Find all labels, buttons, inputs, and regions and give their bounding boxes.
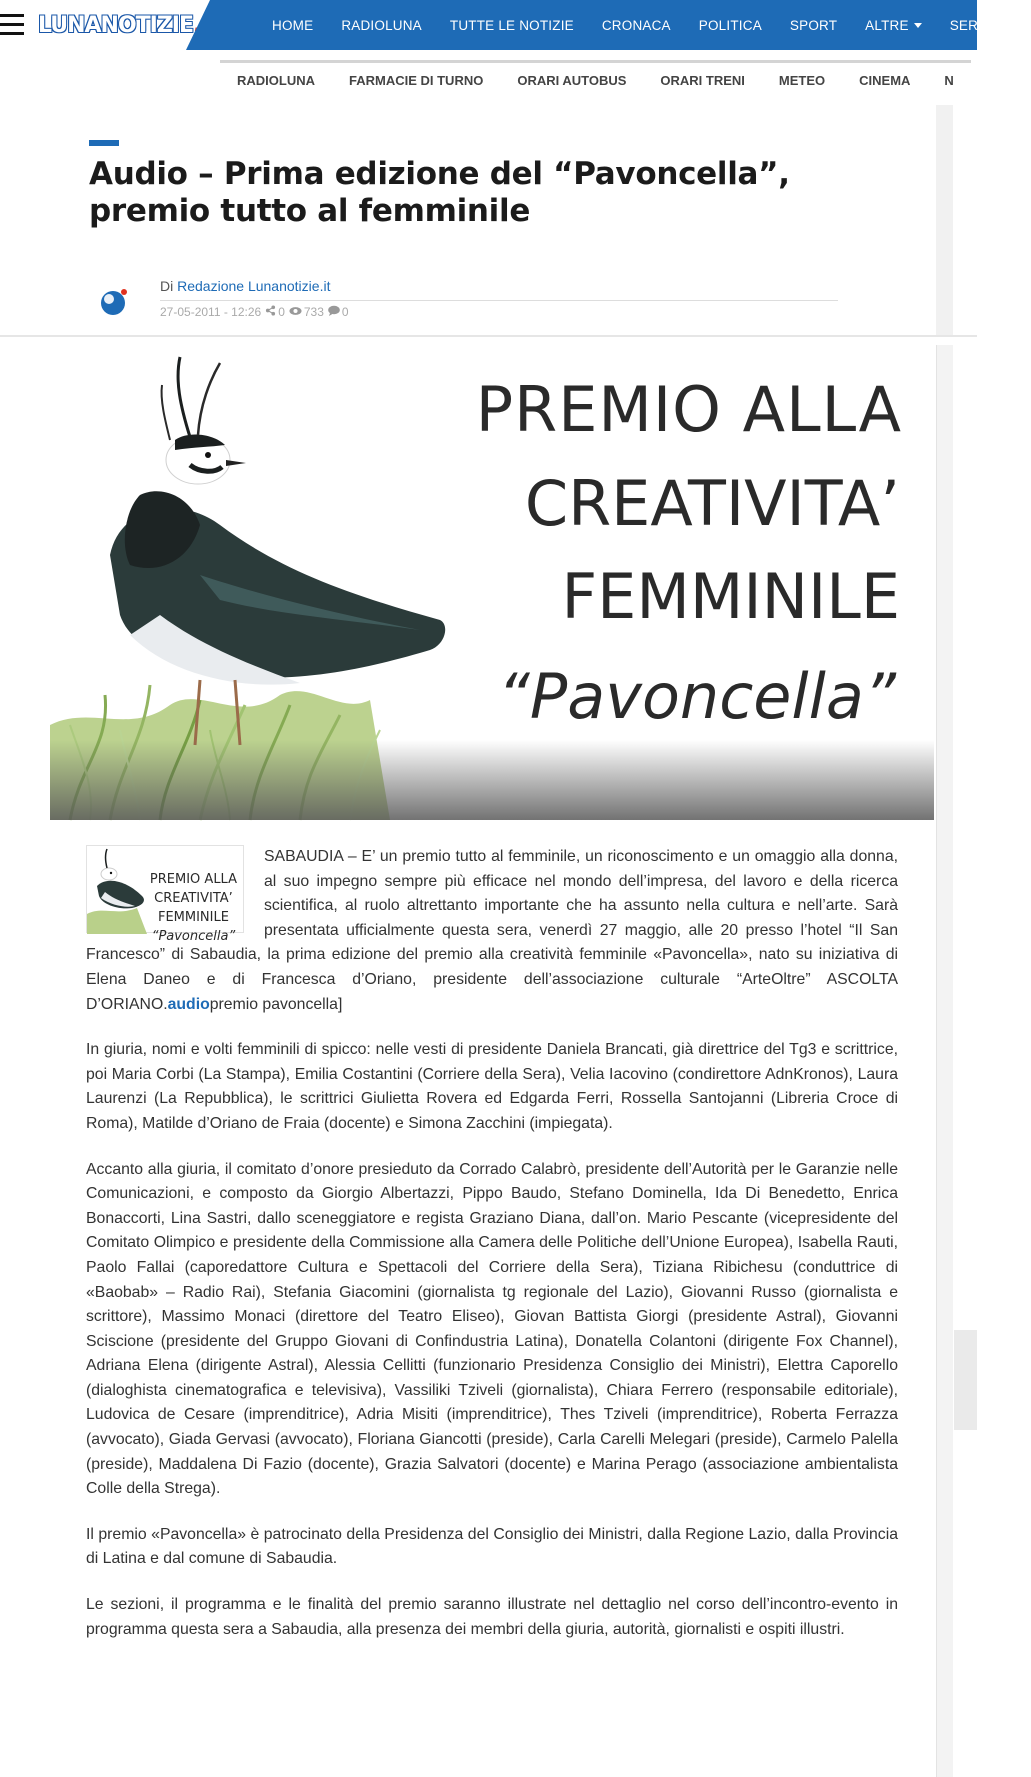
logo-wordmark: LUNANOTIZIE <box>38 12 194 38</box>
hero-gradient-overlay <box>50 740 934 820</box>
paragraph-3: Accanto alla giuria, il comitato d’onore presieduto da Corrado Calabrò, presidente dell’Autorità per le Garanzie nelle Comunicazioni, e composto da Giorgio Albertazzi, Pippo Baudo, Stefano Dominella, Ida Di Benedetto, Enrica Bonaccorti, Lina Sastri, dallo sceneggiatore e regista Graziano Diana, dall’on. Mario Pescante (vicepresidente del Comitato Olimpico e presidente della Commissione alla Camera delle Politiche dell’Unione Europea), Isabella Rauti, Paolo Fallai (caporedattore Cultura e Spettacoli del Corriere della Sera), Tiziana Ribichesu (conduttrice di «Baobab» – Radio Rai), Stefania Giacomini (giornalista tg regionale del Lazio), Giovanni Russo (giornalista e scrittore), Massimo Monaci (direttore del Teatro Eliseo), Giovan Battista Giorgi (presidente Astral), Giovanni Sciscione (presidente del Gruppo Giovani di Confindustria Latina), Donatella Colantoni (dirigente Fox Channel), Adriana Elena (dirigente Astral), Alessia Cellitti (funzionario Presidenza Consiglio dei Ministri), Elettra Caporello (dialoghista cinematografica e televisiva), Vassiliki Tziveli (giornalista), Chiara Ferrero (responsabile editoriale), Ludovica de Cesare (imprenditrice), Adria Misiti (imprenditrice), Thes Tziveli (imprenditrice), Roberta Ferrazza (avvocato), Giada Gervasi (avvocato), Floriana Giancotti (preside), Carla Carelli Melegari (preside), Carmelo Palella (preside), Maddalena Di Fazio (docente), Grazia Salvatori (docente) e Marina Perago (associazione ambientalista Colle della Strega). <box>86 1160 898 1498</box>
hamburger-menu-icon[interactable] <box>0 14 24 36</box>
subnav-more[interactable]: N <box>927 60 970 88</box>
comments-icon[interactable] <box>328 305 340 319</box>
paragraph-2: In giuria, nomi e volti femminili di spicco: nelle vesti di presidente Daniela Brancati, già direttrice del Tg3 e scrittrice, poi Maria Corbi (La Stampa), Emilia Costantini (Corriere della Sera), Velia Iacovino (condirettore AdnKronos), Laura Laurenzi (La Repubblica), le scrittrici Giulietta Rovera ed Edgarda Ferri, Rossella Santojanni (Libreria Croce di Roma), Matilde d’Oriano de Fraia (docente) e Simona Zacchini (impiegata). <box>86 1041 898 1132</box>
nav-radioluna[interactable]: RADIOLUNA <box>341 17 422 33</box>
byline <box>160 278 838 294</box>
hero-title-line4: “Pavoncella” <box>497 660 896 733</box>
nav-politica[interactable]: POLITICA <box>698 17 762 33</box>
main-nav <box>272 0 1031 50</box>
views-count: 733 <box>303 305 324 319</box>
share-count: 0 <box>278 305 285 319</box>
header-divider <box>0 335 977 337</box>
author-avatar <box>100 288 128 316</box>
nav-sport[interactable]: SPORT <box>789 17 838 33</box>
thumb-line2: CREATIVITA’ <box>154 891 233 906</box>
thumb-line4: “Pavoncella” <box>151 929 236 944</box>
title-accent-bar <box>89 140 119 146</box>
article-thumbnail[interactable] <box>86 845 244 944</box>
hero-title-line1: PREMIO ALLA <box>475 373 902 446</box>
hero-title-line3: FEMMINILE <box>561 560 900 633</box>
subnav-meteo[interactable]: METEO <box>762 60 842 88</box>
share-icon[interactable] <box>265 305 276 319</box>
nav-tutte-le-notizie[interactable]: TUTTE LE NOTIZIE <box>449 17 574 33</box>
thumbnail-caption <box>150 870 237 946</box>
sub-nav <box>220 60 971 88</box>
top-header <box>0 0 1004 50</box>
author-link[interactable]: Redazione Lunanotizie.it <box>177 278 331 294</box>
byline-prefix: Di <box>160 278 174 294</box>
sidebar-edge <box>936 105 953 335</box>
article-date: 27-05-2011 - 12:26 <box>160 305 262 319</box>
paragraph-1-text: SABAUDIA – E’ un premio tutto al femminile, un riconoscimento e un omaggio alla donna, al suo impegno sempre più efficace nel mondo dell’impresa, del lavoro e della ricerca scientifica, al ruolo altrettanto importante che ha assunto nella cultura e nell’arte. Sarà presentata ufficialmente questa sera, venerdì 27 maggio, alle 20 presso l’hotel “Il San Francesco” di Sabaudia, la prima edizione del premio alla creatività femminile «Pavoncella», nato su iniziativa di Elena Daneo e di Francesca d’Oriano, presidente dell’associazione culturale “ArteOltre” ASCOLTA D’ORIANO. <box>86 848 898 1013</box>
right-sidebar-tab <box>954 1330 977 1430</box>
right-sidebar-edge <box>936 345 953 1777</box>
paragraph-1-tail: premio pavoncella] <box>209 995 343 1013</box>
audio-link[interactable]: audio <box>167 995 210 1013</box>
subnav-orari-treni[interactable]: ORARI TRENI <box>643 60 762 88</box>
article-meta <box>160 305 349 319</box>
subnav-orari-autobus[interactable]: ORARI AUTOBUS <box>500 60 643 88</box>
nav-servizi[interactable]: SERVIZI <box>949 17 1004 33</box>
thumbnail-bird-icon <box>87 846 157 934</box>
nav-cronaca[interactable]: CRONACA <box>601 17 671 33</box>
hero-title-line2: CREATIVITA’ <box>524 467 900 540</box>
byline-divider <box>160 300 838 301</box>
caret-down-icon <box>914 23 922 28</box>
hero-image <box>50 345 934 820</box>
nav-home[interactable]: HOME <box>272 17 314 33</box>
views-eye-icon <box>289 306 302 319</box>
subnav-radioluna[interactable]: RADIOLUNA <box>220 60 332 88</box>
subnav-cinema[interactable]: CINEMA <box>842 60 927 88</box>
thumb-line1: PREMIO ALLA <box>149 872 237 887</box>
article-title: Audio – Prima edizione del “Pavoncella”, premio tutto al femminile <box>89 156 790 229</box>
nav-altre-label: ALTRE <box>865 17 909 33</box>
paragraph-4: Il premio «Pavoncella» è patrocinato della Presidenza del Consiglio dei Ministri, dalla Regione Lazio, dalla Provincia di Latina e dal comune di Sabaudia. <box>86 1525 898 1568</box>
paragraph-5: Le sezioni, il programma e le finalità del premio saranno illustrate nel dettaglio nel corso dell’incontro-evento in programma questa sera a Sabaudia, alla presenza dei membri della giuria, autorità, giornalisti e ospiti illustri. <box>86 1596 898 1638</box>
article-body <box>86 845 898 1663</box>
nav-altre[interactable] <box>865 18 922 33</box>
subnav-farmacie[interactable]: FARMACIE DI TURNO <box>332 60 500 88</box>
comments-count: 0 <box>341 305 349 319</box>
thumb-line3: FEMMINILE <box>157 910 229 925</box>
